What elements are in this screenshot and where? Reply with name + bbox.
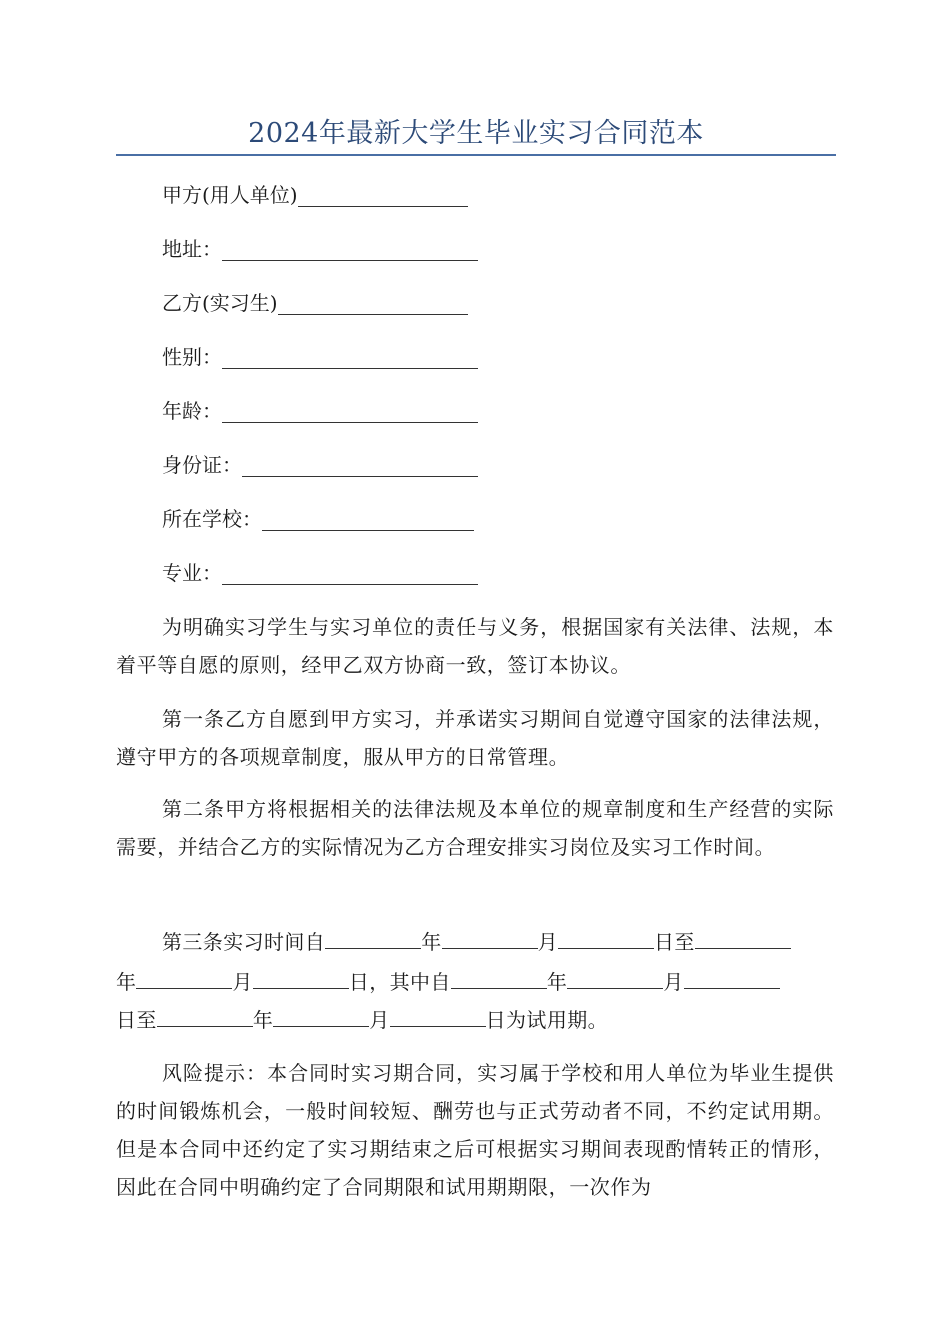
year-label: 年 xyxy=(421,930,442,954)
party-b-blank[interactable] xyxy=(278,290,468,315)
id-card-label: 身份证： xyxy=(162,453,242,477)
month-label: 月 xyxy=(369,1008,390,1032)
id-card-field xyxy=(162,450,478,480)
intro-paragraph: 为明确实习学生与实习单位的责任与义务，根据国家有关法律、法规，本着平等自愿的原则，经甲乙双方协商一致，签订本协议。 xyxy=(116,615,834,677)
party-b-label: 乙方(实习生) xyxy=(162,291,278,315)
start-month-blank[interactable] xyxy=(442,926,538,949)
title-underline xyxy=(116,154,836,156)
age-blank[interactable] xyxy=(222,398,478,423)
article-3-line-2 xyxy=(116,966,834,997)
party-a-blank[interactable] xyxy=(298,182,468,207)
end-month-blank[interactable] xyxy=(136,966,232,989)
article-1-paragraph: 第一条乙方自愿到甲方实习，并承诺实习期间自觉遵守国家的法律法规，遵守甲方的各项规章制度，服从甲方的日常管理。 xyxy=(116,707,834,769)
month-label: 月 xyxy=(663,970,684,994)
party-b-field xyxy=(162,288,468,318)
end-day-blank[interactable] xyxy=(253,966,349,989)
year-label: 年 xyxy=(252,1008,274,1032)
trial-end-label: 日为试用期。 xyxy=(485,1008,609,1032)
age-label: 年龄： xyxy=(162,399,222,423)
day-to-label: 日至 xyxy=(116,1008,157,1032)
document-title: 2024年最新大学生毕业实习合同范本 xyxy=(248,118,704,149)
gender-blank[interactable] xyxy=(222,344,478,369)
trial-start-day-blank[interactable] xyxy=(684,966,780,989)
id-card-blank[interactable] xyxy=(242,452,478,477)
month-label: 月 xyxy=(232,970,253,994)
school-field xyxy=(162,504,474,534)
address-label: 地址： xyxy=(162,237,222,261)
article-3-line-1 xyxy=(116,926,834,957)
trial-end-day-blank[interactable] xyxy=(390,1004,486,1027)
trial-end-month-blank[interactable] xyxy=(273,1004,369,1027)
major-blank[interactable] xyxy=(222,560,478,585)
day-to-label: 日至 xyxy=(654,930,695,954)
gender-label: 性别： xyxy=(162,345,222,369)
article-2-paragraph: 第二条甲方将根据相关的法律法规及本单位的规章制度和生产经营的实际需要，并结合乙方的实际情况为乙方合理安排实习岗位及实习工作时间。 xyxy=(116,797,834,859)
address-blank[interactable] xyxy=(222,236,478,261)
gender-field xyxy=(162,342,478,372)
trial-start-month-blank[interactable] xyxy=(567,966,663,989)
party-a-label: 甲方(用人单位) xyxy=(162,183,298,207)
trial-end-year-blank[interactable] xyxy=(157,1004,253,1027)
year-label: 年 xyxy=(116,970,137,994)
trial-start-year-blank[interactable] xyxy=(451,966,547,989)
article-3-prefix: 第三条实习时间自 xyxy=(162,930,326,954)
school-blank[interactable] xyxy=(262,506,474,531)
day-among-label: 日，其中自 xyxy=(348,970,451,994)
start-year-blank[interactable] xyxy=(325,926,421,949)
party-a-field xyxy=(162,180,468,210)
article-3-line-3 xyxy=(116,1004,834,1035)
end-year-blank[interactable] xyxy=(695,926,791,949)
major-label: 专业： xyxy=(162,561,222,585)
school-label: 所在学校： xyxy=(162,507,262,531)
year-label: 年 xyxy=(546,970,568,994)
major-field xyxy=(162,558,478,588)
start-day-blank[interactable] xyxy=(558,926,654,949)
month-label: 月 xyxy=(537,930,559,954)
risk-notice-paragraph: 风险提示：本合同时实习期合同，实习属于学校和用人单位为毕业生提供的时间锻炼机会，一般时间较短、酬劳也与正式劳动者不同，不约定试用期。但是本合同中还约定了实习期结束之后可根据实习期间表现酌情转正的情形，因此在合同中明确约定了合同期限和试用期期限，一次作为 xyxy=(116,1061,834,1199)
age-field xyxy=(162,396,478,426)
address-field xyxy=(162,234,478,264)
